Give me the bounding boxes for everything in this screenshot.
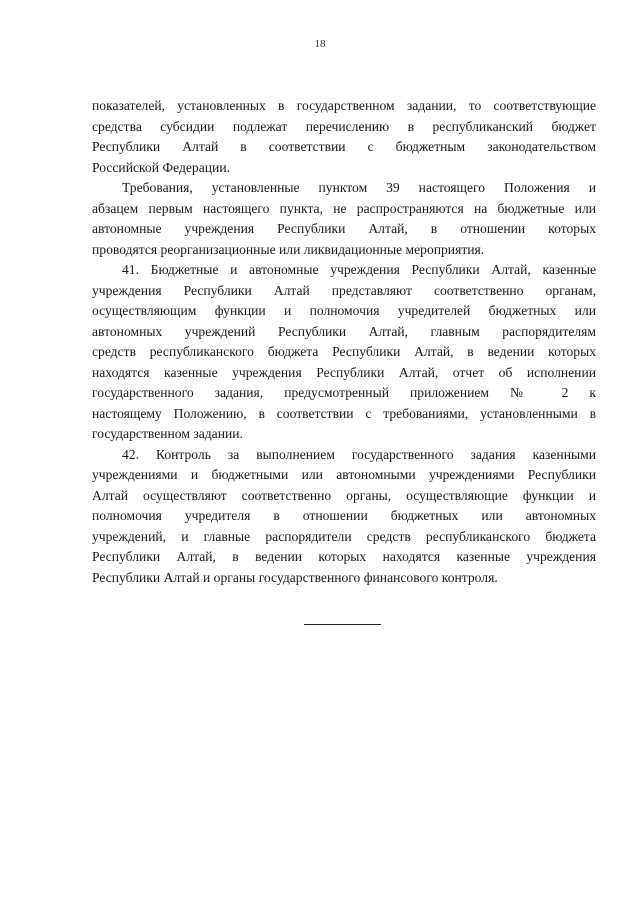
paragraph-42 [92,445,596,589]
text-line: настоящему Положению, в соответствии с требованиями, установленными в [92,405,596,421]
text-line: средства субсидии подлежат перечислению в республиканский бюджет [92,118,596,134]
page-number: 18 [314,38,326,50]
text-line: показателей, установленных в государственном задании, то соответствующие [92,98,596,113]
text-line: Требования, установленные пунктом 39 настоящего Положения и [122,180,596,195]
document-body [92,96,596,588]
text-line: автономных учреждений Республики Алтай, главным распорядителям [92,323,596,339]
text-line: осуществляющим функции и полномочия учредителей бюджетных или [92,303,596,318]
closing-divider [304,624,381,625]
text-line: средств республиканского бюджета Республики Алтай, в ведении которых [92,344,596,359]
paragraph-continuation [92,96,596,178]
text-line: Республики Алтай, в ведении которых находятся казенные учреждения [92,549,596,564]
text-line: Российской Федерации. [92,159,230,175]
text-line: Алтай осуществляют соответственно органы, осуществляющие функции и [92,487,596,503]
text-line: государственном задании. [92,426,243,441]
text-line: государственного задания, предусмотренный приложением № 2 к [92,385,596,400]
paragraph-requirements [92,178,596,260]
text-line: учреждениями и бюджетными или автономными учреждениями Республики [92,467,596,482]
text-line: полномочия учредителя в отношении бюджетных или автономных [92,508,596,523]
text-line: автономные учреждения Республики Алтай, в отношении которых [92,221,596,236]
text-line: абзацем первым настоящего пункта, не распространяются на бюджетные или [92,200,596,216]
text-line: проводятся реорганизационные или ликвидационные мероприятия. [92,241,485,257]
text-line: 41. Бюджетные и автономные учреждения Республики Алтай, казенные [122,262,596,277]
text-line: 42. Контроль за выполнением государственного задания казенными [122,446,596,462]
text-line: учреждений, и главные распорядители средств республиканского бюджета [92,528,596,544]
text-line: Республики Алтай и органы государственного финансового контроля. [92,569,498,585]
text-line: Республики Алтай в соответствии с бюджетным законодательством [92,139,596,154]
text-line: учреждения Республики Алтай представляют соответственно органам, [92,282,596,298]
text-line: находятся казенные учреждения Республики Алтай, отчет об исполнении [92,364,596,380]
paragraph-41 [92,260,596,445]
